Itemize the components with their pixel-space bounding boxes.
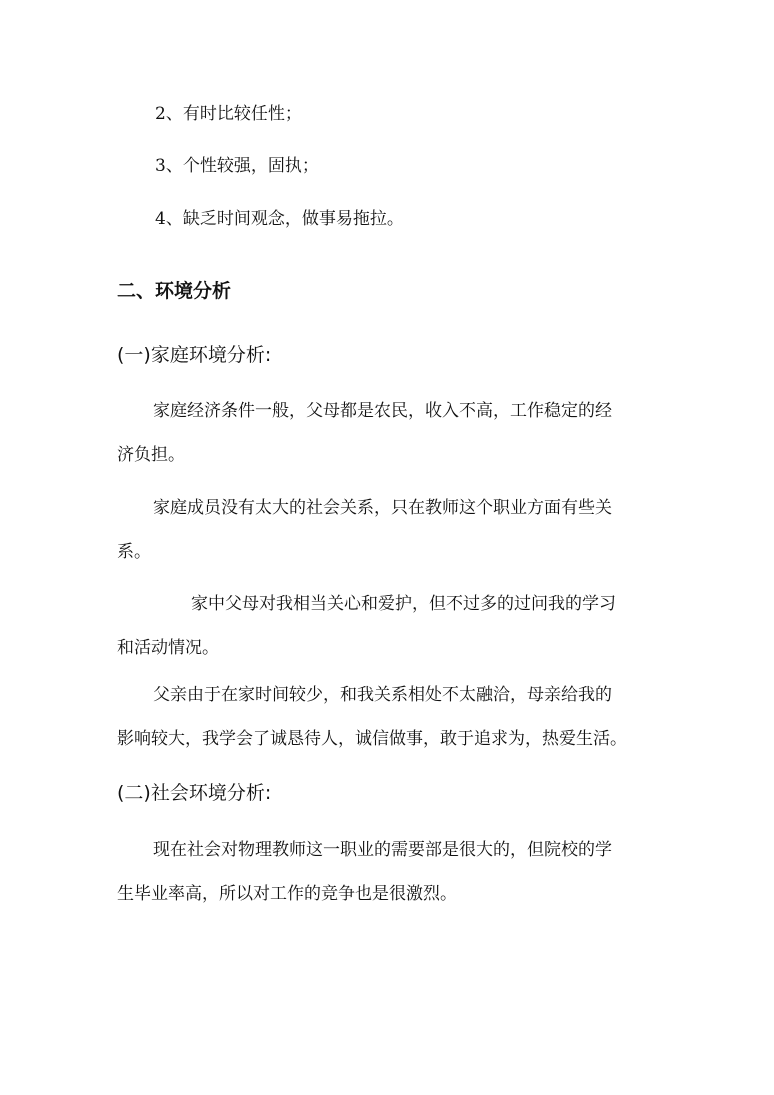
- list-item-3: 3、个性较强，固执；: [155, 156, 319, 176]
- society-environment-heading: (二)社会环境分析:: [117, 782, 272, 804]
- paragraph-line: 现在社会对物理教师这一职业的需要部是很大的，但院校的学: [153, 840, 612, 860]
- paragraph-line: 系。: [117, 542, 151, 562]
- section-title: 二、环境分析: [117, 280, 232, 302]
- family-paragraph-2: [117, 486, 657, 574]
- family-paragraph-4: [117, 673, 657, 761]
- paragraph-line: 家中父母对我相当关心和爱护，但不过多的过问我的学习: [191, 594, 616, 614]
- list-item-2: 2、有时比较任性；: [155, 104, 302, 124]
- paragraph-line: 家庭成员没有太大的社会关系，只在教师这个职业方面有些关: [153, 498, 612, 518]
- paragraph-line: 影响较大，我学会了诚恳待人，诚信做事，敢于追求为，热爱生活。: [117, 729, 627, 749]
- family-environment-heading: (一)家庭环境分析:: [117, 344, 272, 366]
- paragraph-line: 生毕业率高，所以对工作的竞争也是很激烈。: [117, 884, 457, 904]
- paragraph-line: 家庭经济条件一般，父母都是农民，收入不高，工作稳定的经: [153, 401, 612, 421]
- list-item-4: 4、缺乏时间观念，做事易拖拉。: [155, 209, 404, 229]
- family-paragraph-1: [117, 389, 657, 477]
- society-paragraph-1: [117, 828, 657, 916]
- paragraph-line: 父亲由于在家时间较少，和我关系相处不太融洽，母亲给我的: [153, 685, 612, 705]
- paragraph-line: 济负担。: [117, 445, 185, 465]
- paragraph-line: 和活动情况。: [117, 638, 219, 658]
- family-paragraph-3: [117, 582, 657, 670]
